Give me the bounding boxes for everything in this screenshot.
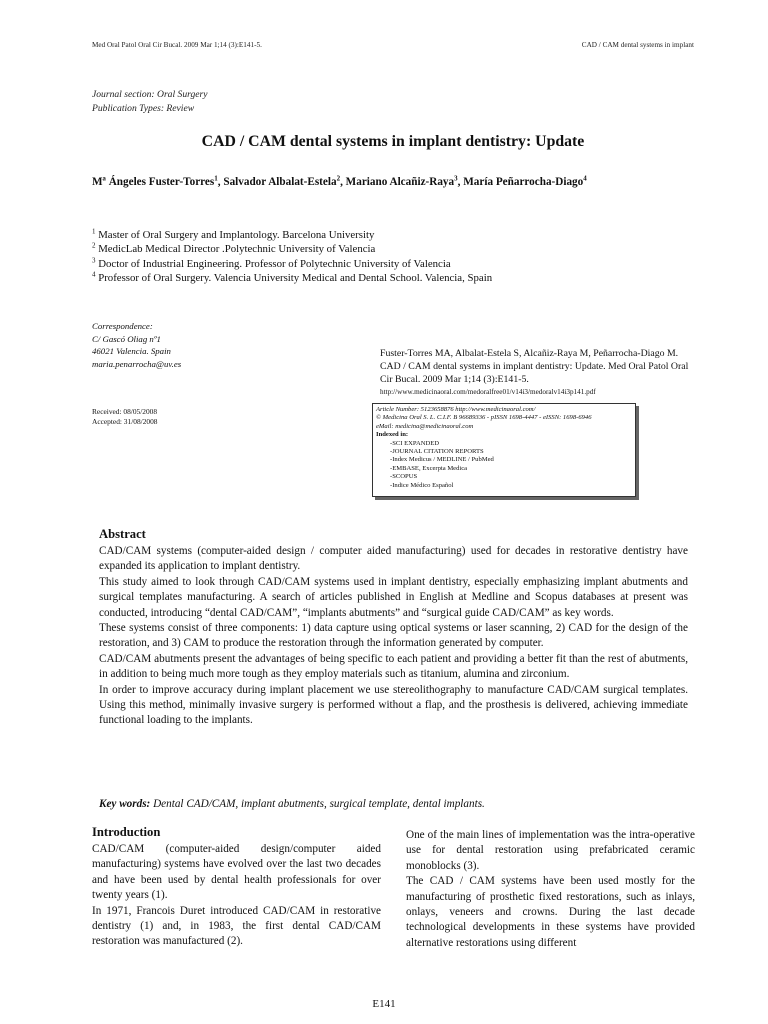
correspondence-address: C/ Gascó Oliag nº1	[92, 333, 161, 344]
index-item: -SCI EXPANDED	[390, 439, 440, 447]
received-date: Received: 08/05/2008	[92, 407, 158, 416]
abstract-paragraph: In order to improve accuracy during implant placement we use stereolithography to manufacture CAD/CAM surgical templates. Using this method, minimally invasive surgery is performed without a flap, and the prosthesis is delivered, achieving immediate functional loading to the implants.	[99, 683, 688, 727]
index-item: -Indice Médico Español	[390, 481, 454, 489]
publication-type: Publication Types: Review	[92, 103, 195, 114]
index-item: -EMBASE, Excerpta Medica	[390, 464, 468, 472]
correspondence-email[interactable]: maria.penarrocha@uv.es	[92, 358, 182, 369]
article-info-box	[372, 403, 636, 497]
dates-block	[92, 407, 157, 427]
author-affiliation-mark: 4	[583, 174, 587, 183]
affiliation-text: MedicLab Medical Director .Polytechnic University of Valencia	[98, 243, 376, 256]
page-number: E141	[372, 998, 396, 1010]
affiliation-item	[92, 271, 652, 285]
indexed-label: Indexed in:	[376, 431, 409, 439]
author-affiliation-mark: 2	[336, 174, 341, 183]
abstract-body	[99, 544, 688, 729]
copyright-line: © Medicina Oral S. L. C.I.F. B 96689336 - pISSN 1698-4447 - eISSN: 1698-6946	[376, 414, 592, 422]
affiliation-text: Master of Oral Surgery and Implantology. Barcelona University	[98, 229, 375, 241]
keywords-text: Dental CAD/CAM, implant abutments, surgical template, dental implants.	[150, 798, 485, 810]
affiliation-mark: 2	[92, 241, 96, 250]
author-affiliation-mark: 3	[454, 174, 458, 183]
index-item: -SCOPUS	[390, 473, 418, 481]
correspondence-block	[92, 320, 181, 370]
affiliation-item	[92, 257, 652, 271]
affiliations	[92, 228, 652, 285]
affiliation-text: Doctor of Industrial Engineering. Professor of Polytechnic University of Valencia	[98, 257, 451, 270]
author-affiliation-mark: 1	[214, 174, 218, 183]
running-head-left: Med Oral Patol Oral Cir Bucal. 2009 Mar 1;14 (3):E141-5.	[92, 41, 262, 49]
abstract-paragraph: These systems consist of three components: 1) data capture using optical systems or laser scanning, 2) CAD for the design of the restoration, and 3) CAM to produce the restoration through the information generated by computer.	[99, 622, 688, 650]
body-paragraph: The CAD / CAM systems have been used mostly for the manufacturing of prosthetic fixed restorations, such as inlays, onlays, veneers and crowns. During the last decade technological developments in these systems have provided alternative restorations using different	[406, 875, 695, 949]
author-list	[92, 176, 694, 188]
affiliation-item	[92, 228, 652, 242]
introduction-right-column	[406, 828, 695, 951]
affiliation-mark: 1	[92, 227, 96, 236]
index-item: -JOURNAL CITATION REPORTS	[390, 448, 484, 456]
author-name: Salvador Albalat-Estela	[223, 176, 337, 188]
affiliation-mark: 3	[92, 256, 96, 264]
keywords	[99, 798, 688, 810]
abstract-paragraph: CAD/CAM abutments present the advantages of being specific to each patient and providing a better fit than the rest of abutments, in addition to being much more tough as they employ materials such as titanium, alumina and zirconium.	[99, 652, 688, 681]
accepted-date: Accepted: 31/08/2008	[92, 417, 158, 426]
author-name: Mª Ángeles Fuster-Torres	[92, 176, 215, 188]
journal-section: Journal section: Oral Surgery	[92, 89, 208, 100]
introduction-heading: Introduction	[92, 825, 161, 839]
author-separator: ,	[457, 176, 464, 188]
body-paragraph: One of the main lines of implementation was the intra-operative use for dental restoration using prefabricated ceramic monoblocks (3).	[406, 829, 695, 872]
body-paragraph: CAD/CAM (computer-aided design/computer aided manufacturing) systems have evolved over the last two decades and have been used by dental health professionals for over twenty years (1).	[92, 843, 381, 902]
affiliation-mark: 4	[92, 270, 96, 279]
author-separator: ,	[217, 176, 224, 188]
citation-text: Fuster-Torres MA, Albalat-Estela S, Alcañiz-Raya M, Peñarrocha-Diago M. CAD / CAM dental systems in implant dentistry: Update. Med Oral Patol Oral Cir Bucal. 2009 Mar 1;14 (3):E141-5.	[380, 348, 689, 386]
abstract-paragraph: This study aimed to look through CAD/CAM systems used in implant dentistry, especially emphasizing implant abutments and surgical templates manufacturing. A search of articles published in English at Medline and Scopus databases at present was conducted, introducing “dental CAD/CAM”, “implants abutments” and “surgical guide CAD/CAM” as key words.	[99, 575, 688, 619]
paper-title: CAD / CAM dental systems in implant dentistry: Update	[201, 133, 585, 150]
citation-url[interactable]: http://www.medicinaoral.com/medoralfree01/v14i3/medoralv14i3p141.pdf	[380, 387, 596, 396]
author-name: María Peñarrocha-Diago	[463, 176, 584, 188]
abstract-heading: Abstract	[99, 527, 146, 541]
running-head-right: CAD / CAM dental systems in implant	[581, 41, 694, 49]
index-item: -Index Medicus / MEDLINE / PubMed	[390, 456, 494, 464]
author-name: Mariano Alcañiz-Raya	[345, 176, 455, 188]
correspondence-city: 46021 Valencia. Spain	[92, 346, 171, 357]
keywords-label: Key words:	[99, 798, 151, 810]
affiliation-item	[92, 242, 652, 256]
citation-block	[380, 347, 700, 397]
correspondence-label: Correspondence:	[92, 321, 153, 331]
introduction-left-column	[92, 842, 381, 950]
article-number: Article Number: 5123658876 http://www.medicinaoral.com/	[376, 406, 536, 413]
body-paragraph: In 1971, Francois Duret introduced CAD/CAM in restorative dentistry (1) and, in 1983, the first dental CAD/CAM restoration was manufactured (2).	[92, 904, 381, 948]
affiliation-text: Professor of Oral Surgery. Valencia University Medical and Dental School. Valencia, Spain	[98, 271, 493, 284]
abstract-paragraph: CAD/CAM systems (computer-aided design / computer aided manufacturing) used for decades in restorative dentistry have expanded its application to implant dentistry.	[99, 545, 688, 573]
contact-email: eMail: medicina@medicinaoral.com	[376, 422, 474, 430]
author-separator: ,	[340, 176, 346, 188]
